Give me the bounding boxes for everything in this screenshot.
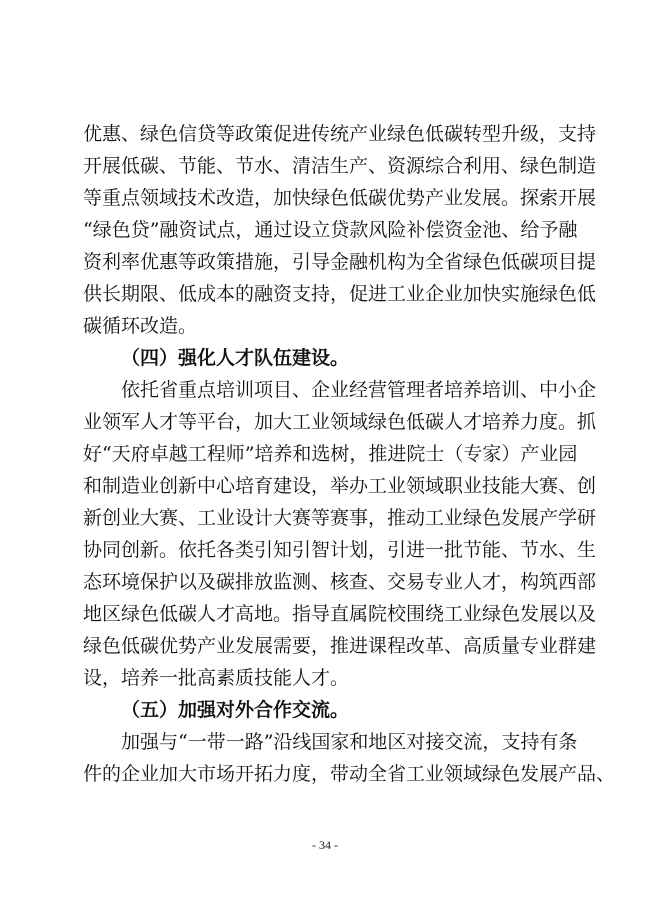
- text-line: “绿色贷”融资试点，通过设立贷款风险补偿资金池、给予融: [83, 219, 578, 241]
- paragraph-talent: [83, 374, 597, 694]
- section-heading-cooperation: （五）加强对外合作交流。: [121, 699, 350, 721]
- text-line: 新创业大赛、工业设计大赛等赛事，推动工业绿色发展产学研: [83, 507, 597, 529]
- text-line: 碳循环改造。: [83, 315, 198, 337]
- text-line: 设，培养一批高素质技能人才。: [83, 667, 350, 689]
- text-line: 供长期限、低成本的融资支持，促进工业企业加快实施绿色低: [83, 283, 597, 305]
- text-line: 依托省重点培训项目、企业经营管理者培养培训、中小企: [121, 379, 597, 401]
- text-line: 态环境保护以及碳排放监测、核查、交易专业人才，构筑西部: [83, 571, 597, 593]
- page-number: - 34 -: [312, 838, 338, 852]
- paragraph-green-finance: [83, 118, 597, 342]
- text-line: 优惠、绿色信贷等政策促进传统产业绿色低碳转型升级，支持: [83, 123, 597, 145]
- paragraph-cooperation: [83, 726, 616, 790]
- text-line: 等重点领域技术改造，加快绿色低碳优势产业发展。探索开展: [83, 187, 597, 209]
- text-line: 绿色低碳优势产业发展需要，推进课程改革、高质量专业群建: [83, 635, 597, 657]
- text-line: 好“天府卓越工程师”培养和选树，推进院士（专家）产业园: [83, 443, 578, 465]
- text-line: 资利率优惠等政策措施，引导金融机构为全省绿色低碳项目提: [83, 251, 597, 273]
- text-line: 开展低碳、节能、节水、清洁生产、资源综合利用、绿色制造: [83, 155, 597, 177]
- text-line: 件的企业加大市场开拓力度，带动全省工业领域绿色发展产品、: [83, 763, 616, 785]
- text-line: 和制造业创新中心培育建设，举办工业领域职业技能大赛、创: [83, 475, 597, 497]
- text-line: 地区绿色低碳人才高地。指导直属院校围绕工业绿色发展以及: [83, 603, 597, 625]
- text-line: 加强与“一带一路”沿线国家和地区对接交流，支持有条: [121, 731, 578, 753]
- document-body: [83, 118, 616, 790]
- text-line: 协同创新。依托各类引知引智计划，引进一批节能、节水、生: [83, 539, 597, 561]
- text-line: 业领军人才等平台，加大工业领域绿色低碳人才培养力度。抓: [83, 411, 597, 433]
- section-heading-talent: （四）强化人才队伍建设。: [121, 347, 350, 369]
